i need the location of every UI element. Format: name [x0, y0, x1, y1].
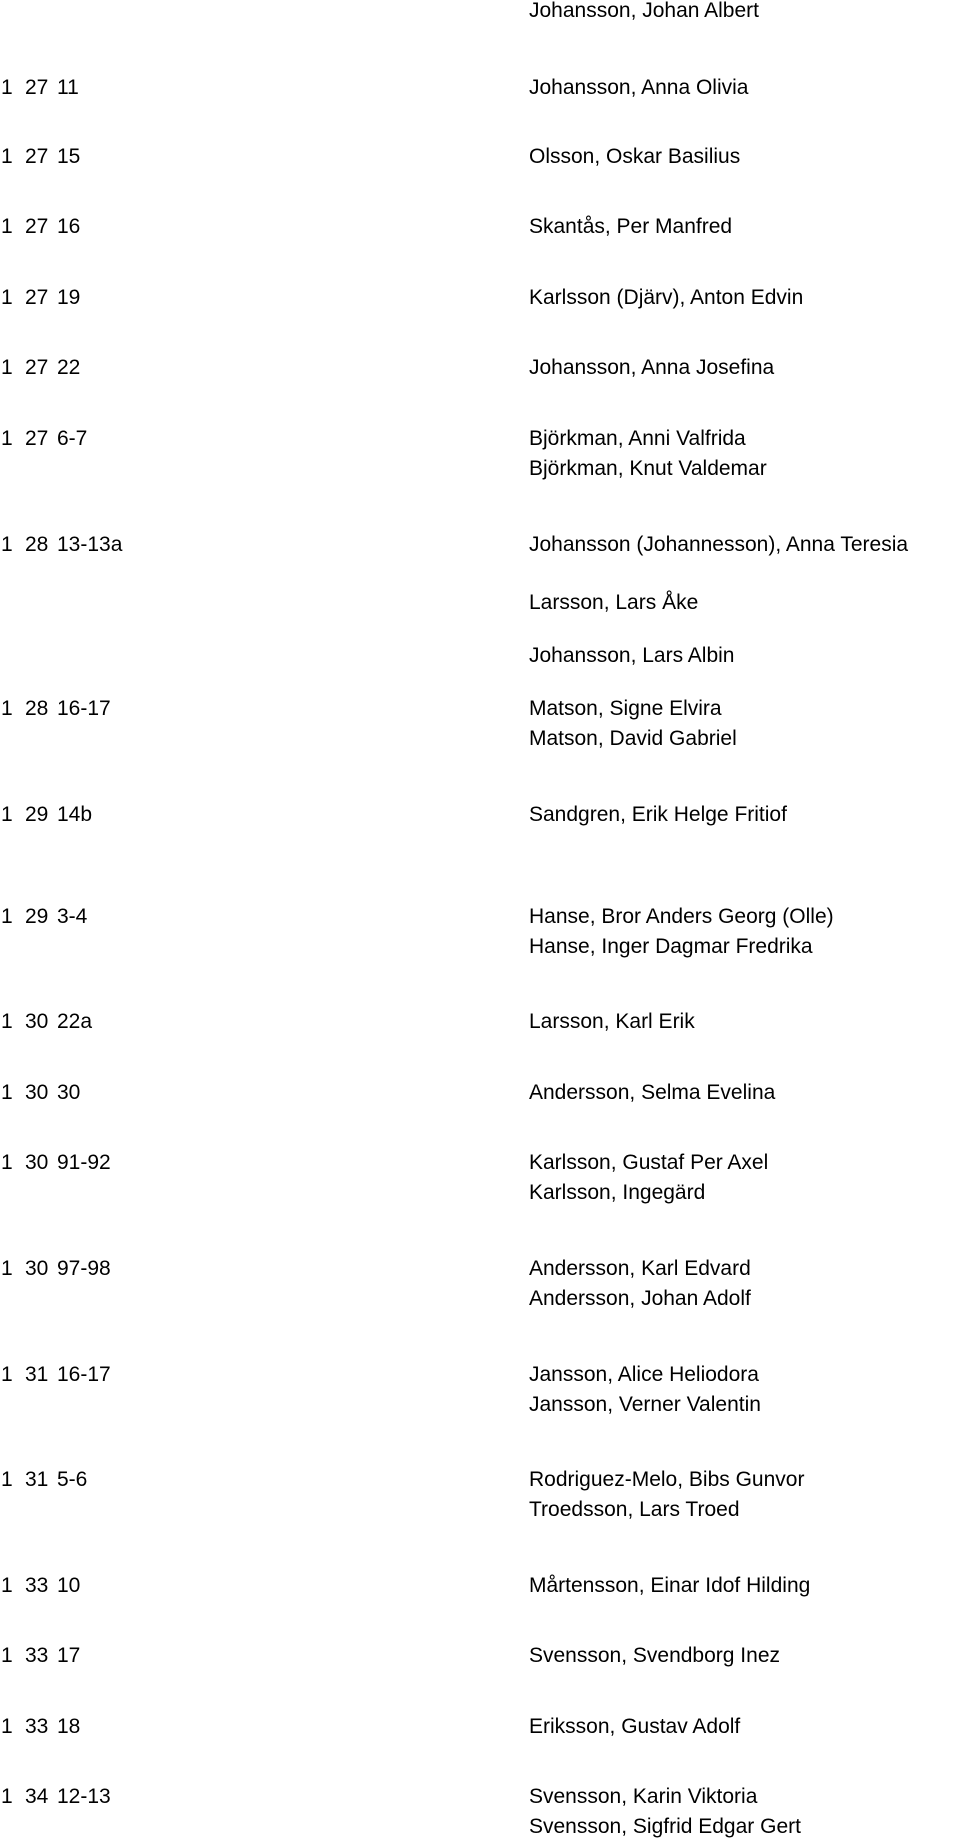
names — [529, 800, 787, 830]
person-name: Karlsson, Ingegärd — [529, 1181, 706, 1204]
grave-number: 16-17 — [57, 1363, 111, 1386]
list-item — [0, 694, 960, 750]
block-number: 1 — [1, 1644, 13, 1667]
row-number: 27 — [25, 215, 49, 238]
list-item — [0, 1254, 960, 1310]
person-name: Matson, David Gabriel — [529, 727, 737, 750]
person-name: Björkman, Anni Valfrida — [529, 427, 746, 450]
grave-number: 18 — [57, 1715, 81, 1738]
row-number: 30 — [25, 1151, 49, 1174]
block-number: 1 — [1, 1151, 13, 1174]
list-item — [0, 1782, 960, 1838]
person-name: Andersson, Johan Adolf — [529, 1287, 751, 1310]
person-name: Karlsson, Gustaf Per Axel — [529, 1151, 769, 1174]
block-number: 1 — [1, 1363, 13, 1386]
grave-number: 6-7 — [57, 427, 88, 450]
person-name: Johansson, Lars Albin — [529, 644, 735, 667]
list-item — [0, 1078, 960, 1108]
block-number: 1 — [1, 1785, 13, 1808]
names — [529, 1641, 780, 1671]
person-name: Björkman, Knut Valdemar — [529, 457, 767, 480]
row-number: 29 — [25, 905, 49, 928]
names — [529, 902, 834, 962]
list-item — [0, 1571, 960, 1601]
person-name: Larsson, Lars Åke — [529, 591, 699, 614]
person-name: Karlsson (Djärv), Anton Edvin — [529, 286, 804, 309]
row-number: 27 — [25, 356, 49, 379]
names — [529, 142, 740, 172]
person-name: Larsson, Karl Erik — [529, 1010, 695, 1033]
names — [529, 1712, 740, 1742]
grave-number: 13-13a — [57, 533, 123, 556]
row-number: 28 — [25, 697, 49, 720]
block-number: 1 — [1, 1257, 13, 1280]
person-name: Matson, Signe Elvira — [529, 697, 722, 720]
row-number: 27 — [25, 76, 49, 99]
block-number: 1 — [1, 1715, 13, 1738]
block-number: 1 — [1, 1081, 13, 1104]
row-number: 27 — [25, 427, 49, 450]
list-item — [0, 800, 960, 830]
names — [529, 694, 737, 754]
block-number: 1 — [1, 533, 13, 556]
person-name: Hanse, Inger Dagmar Fredrika — [529, 935, 813, 958]
row-number: 30 — [25, 1010, 49, 1033]
list-item — [0, 530, 960, 560]
person-name: Rodriguez-Melo, Bibs Gunvor — [529, 1468, 805, 1491]
grave-number: 14b — [57, 803, 93, 826]
person-name: Eriksson, Gustav Adolf — [529, 1715, 741, 1738]
names — [529, 1360, 761, 1420]
block-number: 1 — [1, 803, 13, 826]
block-number: 1 — [1, 427, 13, 450]
list-item — [0, 1712, 960, 1742]
grave-number: 11 — [57, 76, 79, 99]
names — [529, 283, 803, 313]
grave-number: 16 — [57, 215, 81, 238]
grave-number: 19 — [57, 286, 81, 309]
person-name: Sandgren, Erik Helge Fritiof — [529, 803, 787, 826]
grave-number: 10 — [57, 1574, 81, 1597]
row-number: 30 — [25, 1257, 49, 1280]
names — [529, 1782, 801, 1842]
list-item — [0, 212, 960, 242]
grave-number: 97-98 — [57, 1257, 111, 1280]
row-number: 33 — [25, 1574, 49, 1597]
grave-number: 5-6 — [57, 1468, 88, 1491]
block-number: 1 — [1, 905, 13, 928]
list-item — [0, 0, 960, 26]
block-number: 1 — [1, 145, 13, 168]
person-name: Andersson, Selma Evelina — [529, 1081, 776, 1104]
grave-number: 22a — [57, 1010, 93, 1033]
block-number: 1 — [1, 697, 13, 720]
list-item — [0, 641, 960, 671]
person-name: Olsson, Oskar Basilius — [529, 145, 741, 168]
person-name: Mårtensson, Einar Idof Hilding — [529, 1574, 811, 1597]
grave-number: 30 — [57, 1081, 81, 1104]
list-item — [0, 1465, 960, 1521]
list-item — [0, 1007, 960, 1037]
row-number: 33 — [25, 1644, 49, 1667]
block-number: 1 — [1, 286, 13, 309]
grave-number: 91-92 — [57, 1151, 111, 1174]
grave-number: 3-4 — [57, 905, 88, 928]
list-item — [0, 424, 960, 480]
list-item — [0, 902, 960, 958]
person-name: Svensson, Svendborg Inez — [529, 1644, 780, 1667]
row-number: 31 — [25, 1363, 49, 1386]
names — [529, 1007, 695, 1037]
list-item — [0, 73, 960, 103]
row-number: 27 — [25, 286, 49, 309]
list-item — [0, 588, 960, 618]
names — [529, 530, 908, 560]
person-name: Troedsson, Lars Troed — [529, 1498, 740, 1521]
block-number: 1 — [1, 1010, 13, 1033]
person-name: Johansson (Johannesson), Anna Teresia — [529, 533, 909, 556]
names — [529, 1148, 768, 1208]
block-number: 1 — [1, 356, 13, 379]
block-number: 1 — [1, 215, 13, 238]
row-number: 31 — [25, 1468, 49, 1491]
grave-number: 12-13 — [57, 1785, 111, 1808]
names — [529, 73, 748, 103]
person-name: Andersson, Karl Edvard — [529, 1257, 751, 1280]
names — [529, 1571, 810, 1601]
person-name: Svensson, Karin Viktoria — [529, 1785, 758, 1808]
row-number: 30 — [25, 1081, 49, 1104]
list-item — [0, 1641, 960, 1671]
block-number: 1 — [1, 1468, 13, 1491]
list-item — [0, 1148, 960, 1204]
row-number: 29 — [25, 803, 49, 826]
names — [529, 353, 774, 383]
person-name: Johansson, Anna Olivia — [529, 76, 749, 99]
names — [529, 424, 767, 484]
names — [529, 1078, 775, 1108]
names — [529, 0, 759, 26]
person-name: Jansson, Alice Heliodora — [529, 1363, 759, 1386]
grave-number: 15 — [57, 145, 81, 168]
person-name: Jansson, Verner Valentin — [529, 1393, 761, 1416]
row-number: 34 — [25, 1785, 49, 1808]
names — [529, 212, 732, 242]
names — [529, 1254, 751, 1314]
grave-number: 22 — [57, 356, 81, 379]
list-item — [0, 283, 960, 313]
person-name: Johansson, Johan Albert — [529, 0, 759, 22]
row-number: 28 — [25, 533, 49, 556]
grave-number: 16-17 — [57, 697, 111, 720]
person-name: Hanse, Bror Anders Georg (Olle) — [529, 905, 834, 928]
names — [529, 641, 734, 671]
list-item — [0, 353, 960, 383]
list-item — [0, 142, 960, 172]
block-number: 1 — [1, 76, 13, 99]
names — [529, 1465, 804, 1525]
grave-number: 17 — [57, 1644, 81, 1667]
person-name: Skantås, Per Manfred — [529, 215, 733, 238]
row-number: 27 — [25, 145, 49, 168]
names — [529, 588, 698, 618]
list-item — [0, 1360, 960, 1416]
block-number: 1 — [1, 1574, 13, 1597]
person-name: Johansson, Anna Josefina — [529, 356, 775, 379]
person-name: Svensson, Sigfrid Edgar Gert — [529, 1815, 801, 1838]
row-number: 33 — [25, 1715, 49, 1738]
